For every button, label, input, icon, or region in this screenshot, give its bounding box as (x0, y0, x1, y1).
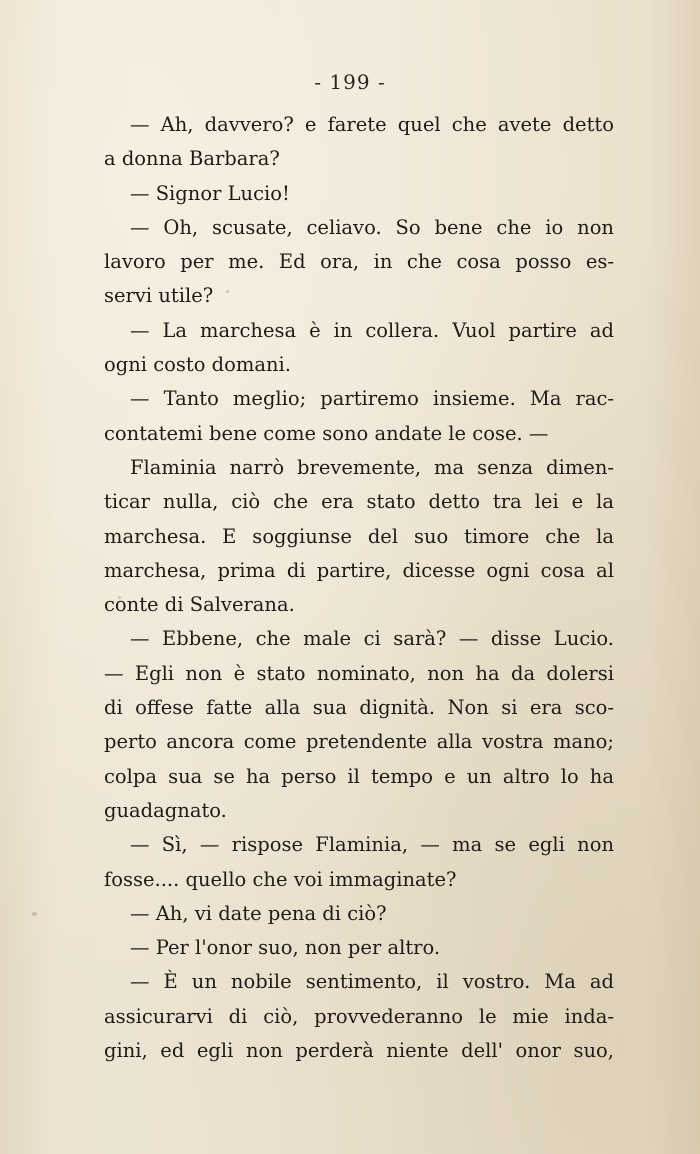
text-line: — La marchesa è in collera. Vuol partire ad (130, 318, 614, 342)
text-line: ogni costo domani. (104, 353, 291, 377)
text-line: servi utile? (104, 284, 214, 308)
text-line: — È un nobile sentimento, il vostro. Ma ad (130, 970, 614, 994)
paper-stain (32, 912, 37, 916)
text-line: — Sì, — rispose Flaminia, — ma se egli non (130, 833, 614, 857)
body-text (104, 108, 614, 1068)
text-line: perto ancora come pretendente alla vostra mano; (104, 730, 614, 754)
text-line: guadagnato. (104, 798, 227, 822)
text-line: marchesa. E soggiunse del suo timore che la (104, 524, 614, 548)
text-line: contatemi bene come sono andate le cose. — (104, 421, 549, 445)
text-line: conte di Salverana. (104, 593, 295, 617)
text-line: di offese fatte alla sua dignità. Non si era sco- (104, 696, 614, 720)
text-line: a donna Barbara? (104, 147, 280, 171)
text-line: ticar nulla, ciò che era stato detto tra lei e la (104, 490, 614, 514)
text-line: — Oh, scusate, celiavo. So bene che io non (130, 215, 614, 239)
text-line: — Ebbene, che male ci sarà? — disse Lucio. (130, 627, 614, 651)
text-line: — Per l'onor suo, non per altro. (130, 936, 441, 960)
text-line: colpa sua se ha perso il tempo e un altro lo ha (104, 764, 614, 788)
page-number: - 199 - (314, 70, 386, 94)
text-line: marchesa, prima di partire, dicesse ogni cosa al (104, 558, 614, 582)
text-line: — Signor Lucio! (130, 181, 290, 205)
text-line: — Ah, davvero? e farete quel che avete detto (130, 113, 614, 136)
text-line: Flaminia narrò brevemente, ma senza dimen- (130, 455, 614, 479)
text-line: assicurarvi di ciò, provvederanno le mie inda- (104, 1004, 614, 1028)
text-line: — Egli non è stato nominato, non ha da dolersi (104, 661, 614, 685)
text-line: — Tanto meglio; partiremo insieme. Ma rac- (130, 387, 614, 411)
text-line: gini, ed egli non perderà niente dell' onor suo, (104, 1039, 614, 1063)
text-line: fosse.... quello che voi immaginate? (104, 867, 457, 891)
text-line: lavoro per me. Ed ora, in che cosa posso es- (104, 250, 614, 274)
text-line: — Ah, vi date pena di ciò? (130, 901, 387, 925)
